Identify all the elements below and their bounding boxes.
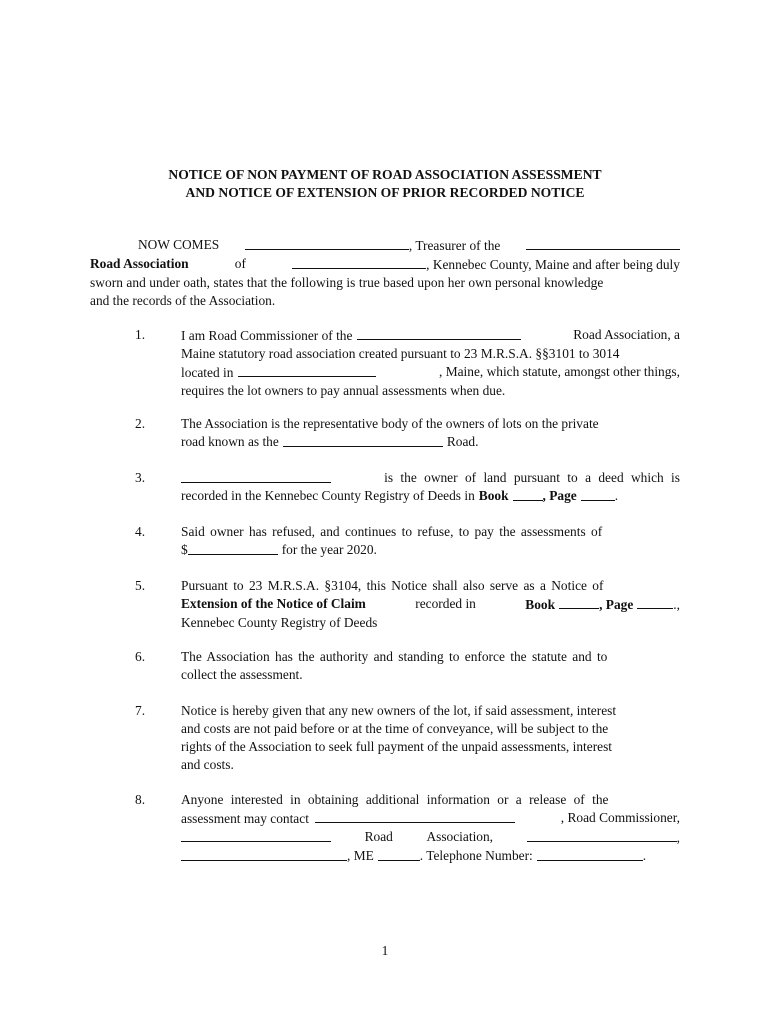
city-blank: [181, 847, 347, 861]
item-7-text-c: rights of the Association to seek full payment of the unpaid assessments, interest: [181, 739, 613, 754]
now-comes-text: NOW COMES: [138, 237, 220, 252]
item-7-text-b: and costs are not paid before or at the time of conveyance, will be subject to the: [181, 721, 609, 736]
item-1-text-c: Maine statutory road association created pursuant to 23 M.R.S.A. §§3101 to 3014: [181, 346, 620, 361]
telephone-blank: [537, 847, 643, 861]
location-blank: [238, 363, 376, 377]
item-2-text-a: The Association is the representative body of the owners of lots on the private: [181, 416, 599, 431]
item-5-end: .,: [673, 597, 680, 612]
item-number: 4.: [135, 524, 146, 539]
item-7-text-a: Notice is hereby given that any new owners of the lot, if said assessment, interest: [181, 703, 617, 718]
item-5-text-b: recorded in: [415, 596, 476, 611]
book-label: Book: [525, 597, 556, 612]
treasurer-text: , Treasurer of the: [408, 238, 501, 253]
item-number: 6.: [135, 649, 146, 664]
item-8-telephone: . Telephone Number:: [419, 848, 533, 863]
road-association-blank: [357, 326, 521, 340]
zip-blank: [378, 847, 420, 861]
item-8-association: Association,: [426, 829, 494, 844]
title-line-1: NOTICE OF NON PAYMENT OF ROAD ASSOCIATION ASSESSMENT: [168, 167, 602, 182]
item-1-text-e: , Maine, which statute, amongst other things,: [439, 364, 680, 379]
item-1-text-d: located in: [181, 365, 234, 380]
item-5-text-a: Pursuant to 23 M.R.S.A. §3104, this Notice shall also serve as a Notice of: [181, 578, 604, 593]
item-3-text-a: is the owner of land pursuant to a deed which is: [384, 470, 680, 485]
treasurer-name-blank: [245, 236, 409, 250]
book-number-blank: [513, 487, 543, 501]
page-number: 1: [381, 943, 389, 958]
item-1-text-f: requires the lot owners to pay annual assessments when due.: [181, 383, 506, 398]
item-8-me: , ME: [347, 848, 374, 863]
item-8-end: .: [642, 848, 647, 863]
item-8-text-b: assessment may contact: [181, 811, 309, 826]
item-6-text-b: collect the assessment.: [181, 667, 303, 682]
item-8-text-a: Anyone interested in obtaining additional information or a release of the: [181, 792, 609, 807]
of-text: of: [234, 256, 246, 271]
item-3-text-b: recorded in the Kennebec County Registry of Deeds in: [181, 488, 475, 503]
county-text: , Kennebec County, Maine and after being duly: [426, 257, 680, 272]
road-name-blank: [283, 433, 443, 447]
road-association-label: Road Association: [90, 256, 189, 271]
amount-blank: [188, 541, 278, 555]
item-1-text-a: I am Road Commissioner of the: [181, 328, 353, 343]
item-number: 8.: [135, 792, 146, 807]
item-1-text-b: Road Association, a: [573, 327, 680, 342]
item-6-text-a: The Association has the authority and standing to enforce the statute and to: [181, 649, 608, 664]
dollar-sign: $: [181, 542, 188, 557]
book-number-blank: [559, 595, 599, 609]
item-number: 3.: [135, 470, 146, 485]
item-3-end: .: [614, 488, 619, 503]
intro-line-3: sworn and under oath, states that the following is true based upon her own personal knowledge: [90, 275, 604, 290]
town-blank: [292, 255, 426, 269]
item-5-text-c: Kennebec County Registry of Deeds: [181, 615, 378, 630]
intro-paragraph: [90, 236, 680, 310]
contact-name-blank: [315, 809, 515, 823]
item-4-text-c: for the year 2020.: [281, 542, 377, 557]
extension-notice-label: Extension of the Notice of Claim: [181, 596, 366, 611]
intro-line-4: and the records of the Association.: [90, 293, 276, 308]
book-label: Book: [478, 488, 509, 503]
association-name-blank: [526, 236, 680, 250]
item-8-text-c: , Road Commissioner,: [560, 810, 680, 825]
page-number-blank: [637, 595, 673, 609]
document-title: [90, 166, 680, 202]
item-number: 2.: [135, 416, 146, 431]
page-label: , Page: [599, 597, 634, 612]
item-number: 7.: [135, 703, 146, 718]
owner-name-blank: [181, 469, 331, 483]
title-line-2: AND NOTICE OF EXTENSION OF PRIOR RECORDED NOTICE: [185, 185, 585, 200]
page-number-blank: [581, 487, 615, 501]
page-label: , Page: [542, 488, 577, 503]
item-8-road: Road: [364, 829, 393, 844]
item-8-comma: ,: [676, 830, 680, 845]
item-number: 5.: [135, 578, 146, 593]
item-2-text-b: road known as the: [181, 434, 279, 449]
item-4-text-a: Said owner has refused, and continues to refuse, to pay the assessments of: [181, 524, 603, 539]
item-2-text-c: Road.: [446, 434, 479, 449]
item-number: 1.: [135, 327, 146, 342]
address-blank: [527, 828, 677, 842]
association-blank: [181, 828, 331, 842]
item-7-text-d: and costs.: [181, 757, 234, 772]
